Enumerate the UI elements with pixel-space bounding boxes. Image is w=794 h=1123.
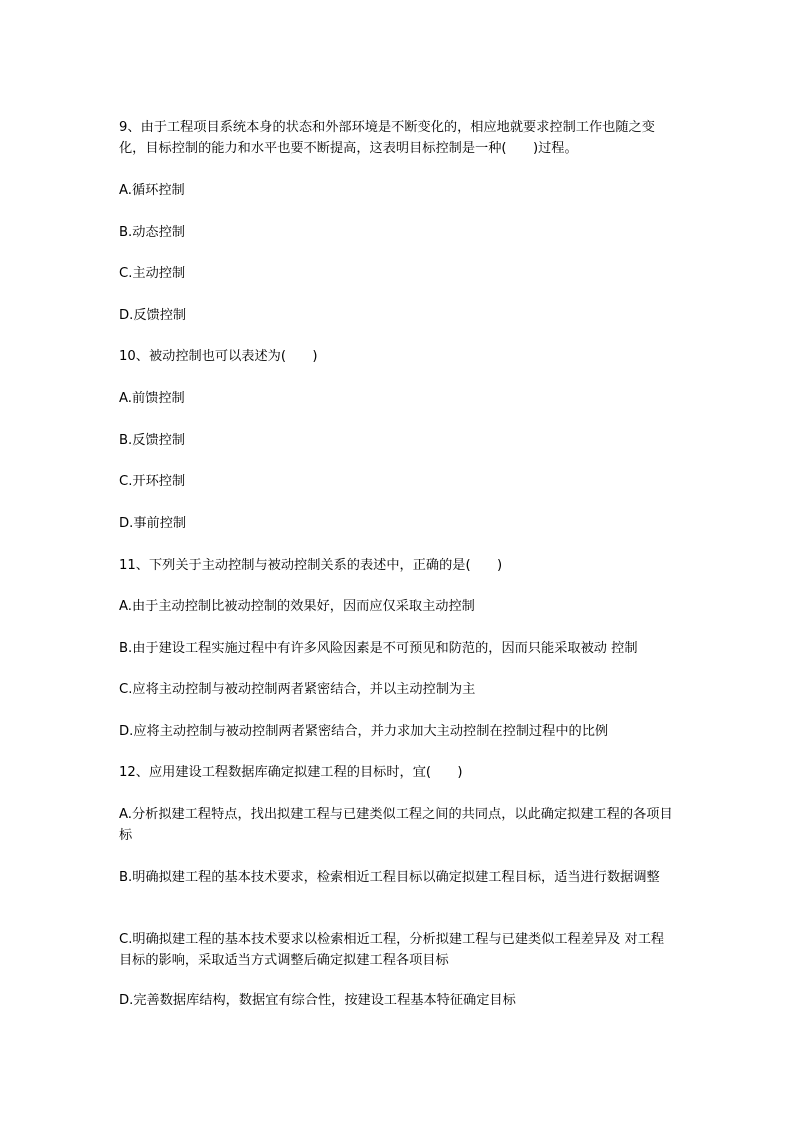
question-12-option-c: C.明确拟建工程的基本技术要求以检索相近工程，分析拟建工程与已建类似工程差异及 对工程目标的影响，采取适当方式调整后确定拟建工程各项目标 <box>119 932 665 968</box>
question-11-stem: 11、下列关于主动控制与被动控制关系的表述中，正确的是( ) <box>119 558 503 573</box>
question-9-option-d: D.反馈控制 <box>119 308 187 323</box>
question-9-stem: 9、由于工程项目系统本身的状态和外部环境是不断变化的，相应地就要求控制工作也随之变化，目标控制的能力和水平也要不断提高，这表明目标控制是一种( )过程。 <box>119 120 655 156</box>
question-10-option-d: D.事前控制 <box>119 516 187 531</box>
question-12-option-b: B.明确拟建工程的基本技术要求，检索相近工程目标以确定拟建工程目标，适当进行数据调整 <box>119 870 660 885</box>
question-10-stem: 10、被动控制也可以表述为( ) <box>119 349 318 364</box>
question-10-option-b: B.反馈控制 <box>119 433 185 448</box>
question-11-option-a: A.由于主动控制比被动控制的效果好，因而应仅采取主动控制 <box>119 599 475 614</box>
question-11-option-c: C.应将主动控制与被动控制两者紧密结合，并以主动控制为主 <box>119 682 476 697</box>
question-11-option-b: B.由于建设工程实施过程中有许多风险因素是不可预见和防范的，因而只能采取被动 控制 <box>119 641 638 656</box>
question-12-option-d: D.完善数据库结构，数据宜有综合性，按建设工程基本特征确定目标 <box>119 993 516 1008</box>
question-10-option-a: A.前馈控制 <box>119 391 185 406</box>
question-11-option-d: D.应将主动控制与被动控制两者紧密结合，并力求加大主动控制在控制过程中的比例 <box>119 724 609 739</box>
question-12-stem: 12、应用建设工程数据库确定拟建工程的目标时，宜( ) <box>119 765 463 780</box>
question-10-option-c: C.开环控制 <box>119 474 186 489</box>
question-9-option-a: A.循环控制 <box>119 183 185 198</box>
question-12-option-a: A.分析拟建工程特点，找出拟建工程与已建类似工程之间的共同点，以此确定拟建工程的各项目标 <box>119 807 673 843</box>
question-9-option-c: C.主动控制 <box>119 266 186 281</box>
question-9-option-b: B.动态控制 <box>119 225 185 240</box>
